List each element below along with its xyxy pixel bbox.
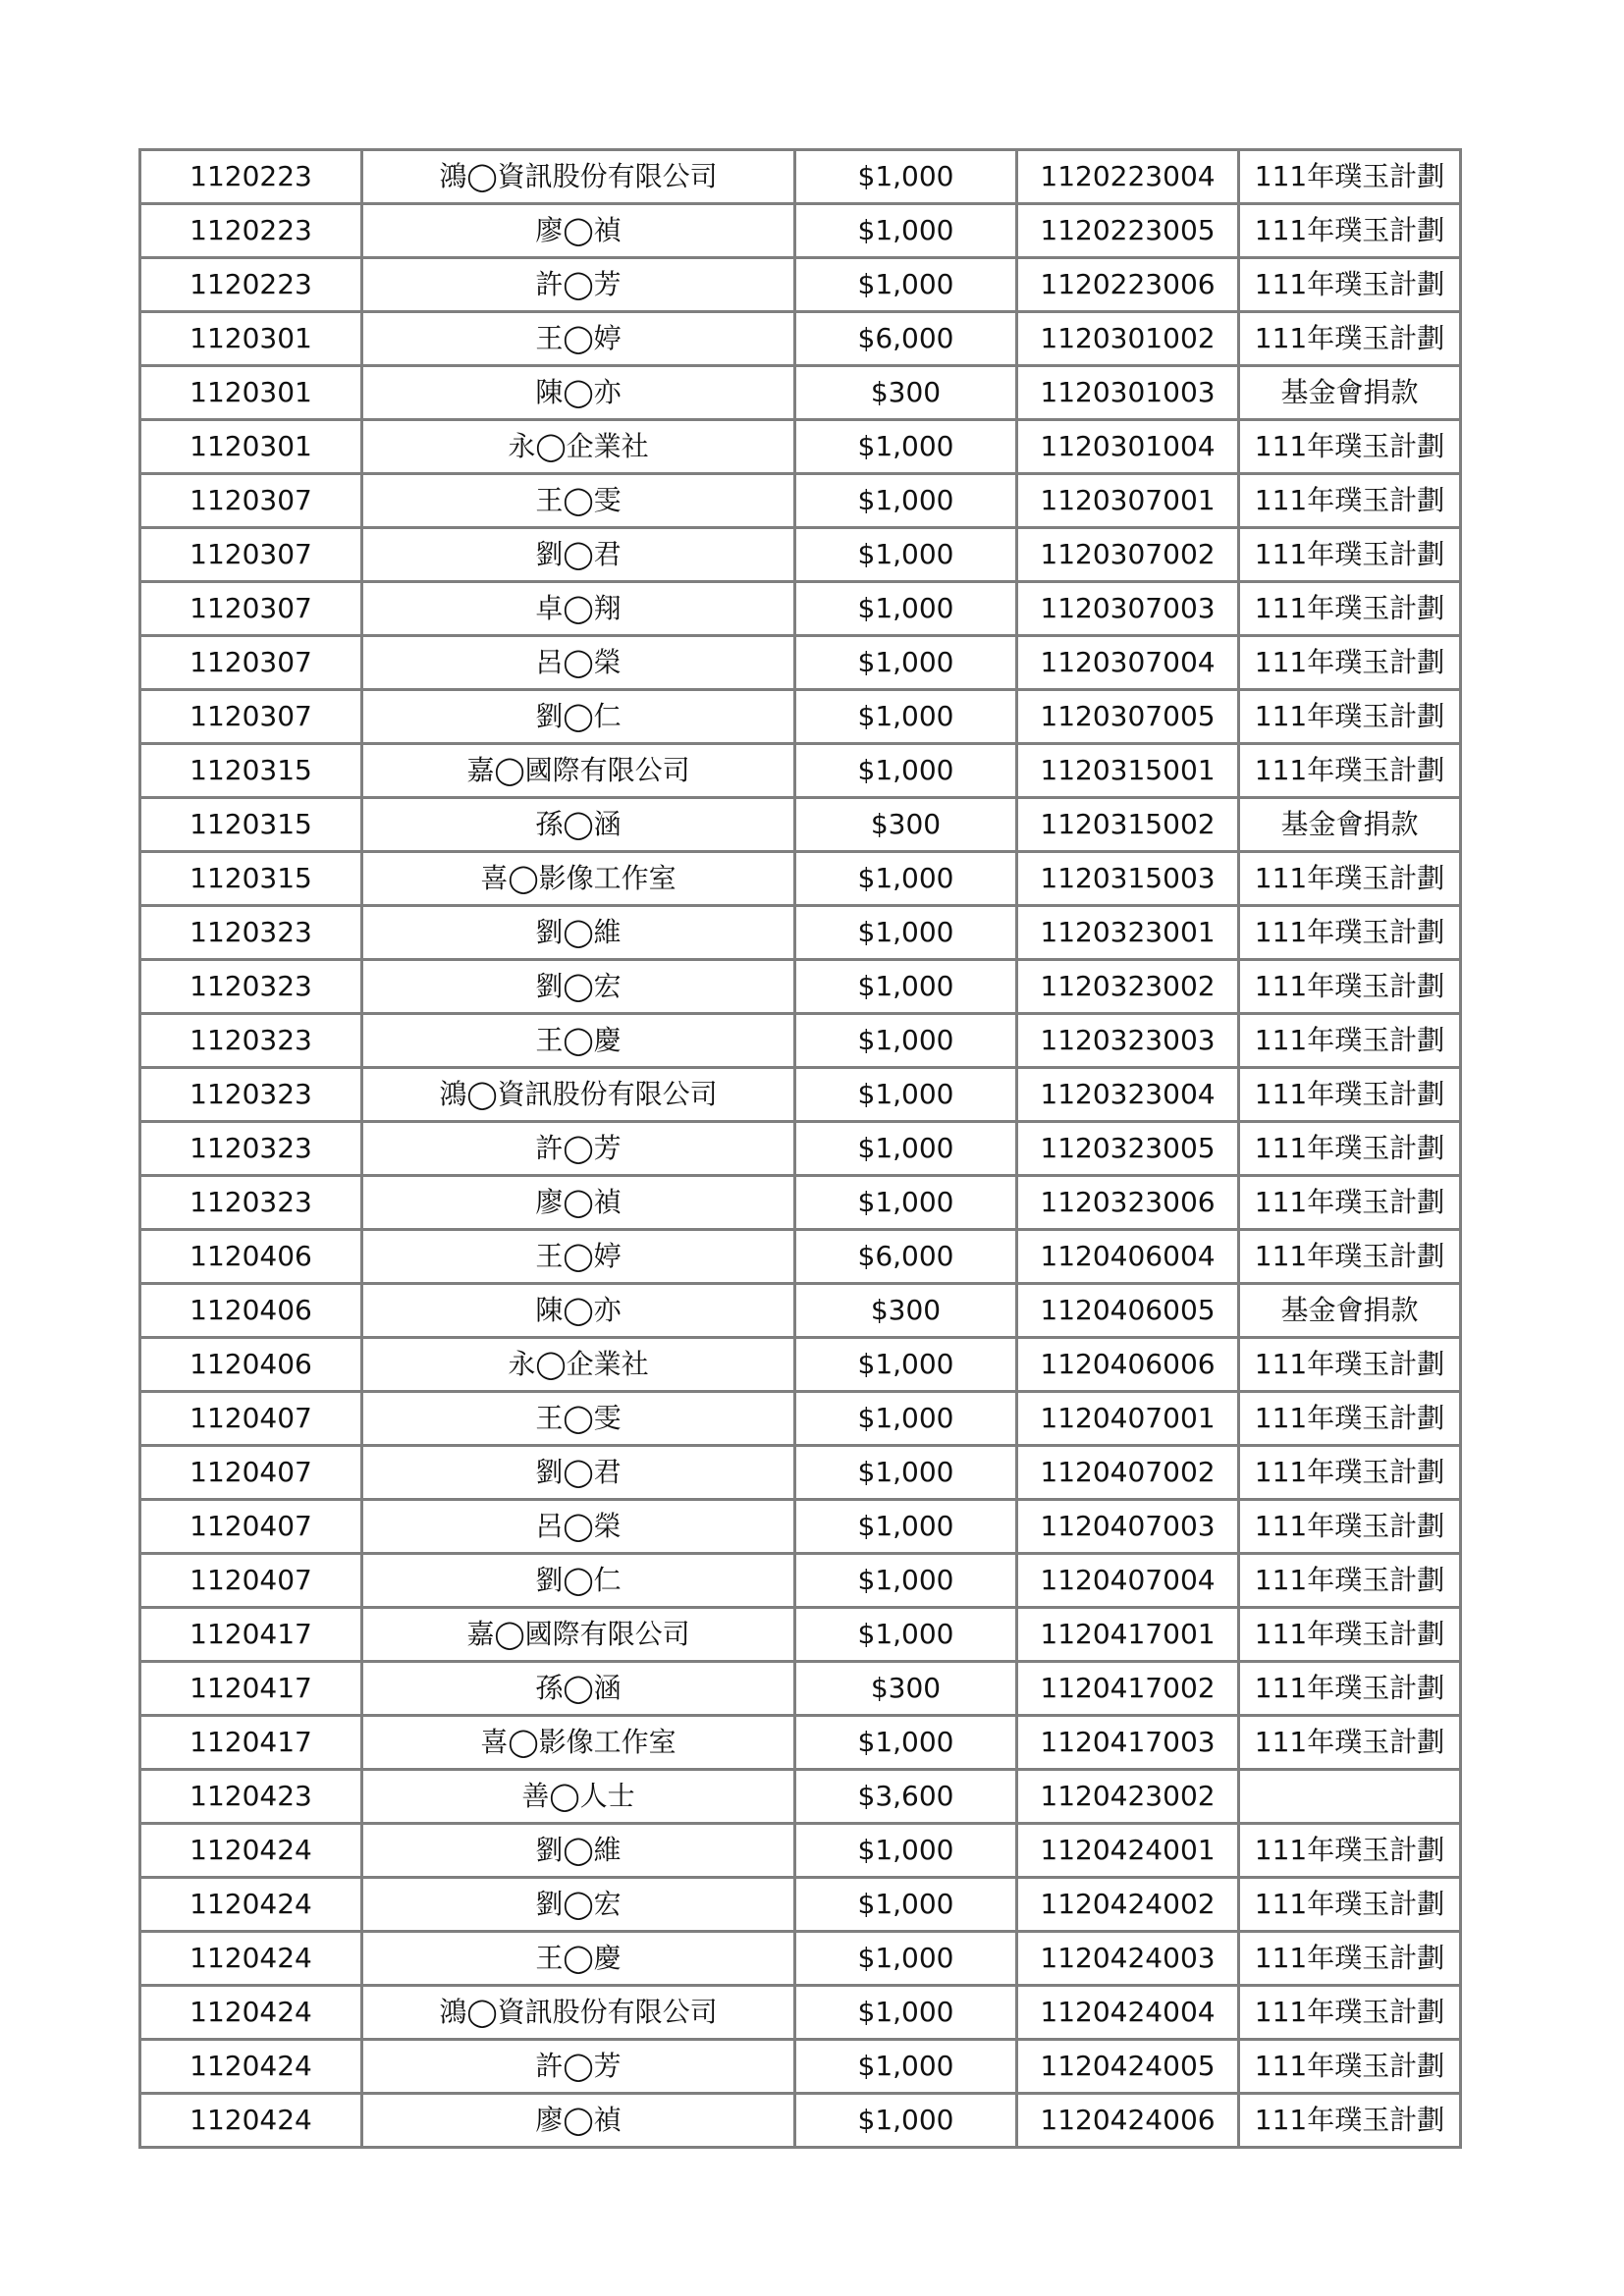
donation-amount-cell: $1,000 [795, 1014, 1017, 1068]
donor-name-cell: 嘉◯國際有限公司 [362, 1608, 795, 1662]
donor-name-cell: 陳◯亦 [362, 1284, 795, 1338]
table-row [140, 1230, 1461, 1284]
donation-purpose-cell: 基金會捐款 [1239, 1284, 1461, 1338]
receipt-number-cell: 1120323003 [1017, 1014, 1239, 1068]
donation-purpose-cell: 基金會捐款 [1239, 798, 1461, 852]
donation-amount-cell: $1,000 [795, 1878, 1017, 1932]
donation-table [138, 148, 1462, 2149]
donation-amount-cell: $1,000 [795, 1824, 1017, 1878]
donation-amount-cell: $1,000 [795, 1122, 1017, 1176]
receipt-number-cell: 1120323006 [1017, 1176, 1239, 1230]
donation-amount-cell: $1,000 [795, 744, 1017, 798]
donation-purpose-cell: 111年璞玉計劃 [1239, 528, 1461, 582]
table-row [140, 528, 1461, 582]
donation-purpose-cell: 111年璞玉計劃 [1239, 1338, 1461, 1392]
donation-amount-cell: $1,000 [795, 1392, 1017, 1446]
donation-date-cell: 1120223 [140, 150, 362, 204]
donation-date-cell: 1120424 [140, 2094, 362, 2148]
receipt-number-cell: 1120424003 [1017, 1932, 1239, 1986]
donor-name-cell: 許◯芳 [362, 258, 795, 312]
donor-name-cell: 許◯芳 [362, 2040, 795, 2094]
donation-amount-cell: $1,000 [795, 1176, 1017, 1230]
donor-name-cell: 永◯企業社 [362, 1338, 795, 1392]
table-row [140, 150, 1461, 204]
donation-date-cell: 1120323 [140, 1068, 362, 1122]
donation-amount-cell: $300 [795, 366, 1017, 420]
donor-name-cell: 劉◯仁 [362, 1554, 795, 1608]
table-row [140, 1068, 1461, 1122]
donation-date-cell: 1120407 [140, 1446, 362, 1500]
table-row [140, 1500, 1461, 1554]
donation-purpose-cell: 111年璞玉計劃 [1239, 1716, 1461, 1770]
table-row [140, 2040, 1461, 2094]
table-row [140, 1392, 1461, 1446]
table-row [140, 1824, 1461, 1878]
receipt-number-cell: 1120323002 [1017, 960, 1239, 1014]
table-row [140, 1662, 1461, 1716]
donation-purpose-cell: 111年璞玉計劃 [1239, 1014, 1461, 1068]
donation-amount-cell: $1,000 [795, 582, 1017, 636]
donation-purpose-cell: 111年璞玉計劃 [1239, 150, 1461, 204]
receipt-number-cell: 1120407004 [1017, 1554, 1239, 1608]
donation-amount-cell: $1,000 [795, 2094, 1017, 2148]
table-row [140, 582, 1461, 636]
donation-purpose-cell: 111年璞玉計劃 [1239, 204, 1461, 258]
donation-date-cell: 1120406 [140, 1230, 362, 1284]
donation-purpose-cell [1239, 1770, 1461, 1824]
receipt-number-cell: 1120406005 [1017, 1284, 1239, 1338]
donation-date-cell: 1120307 [140, 636, 362, 690]
donation-date-cell: 1120323 [140, 906, 362, 960]
receipt-number-cell: 1120407003 [1017, 1500, 1239, 1554]
table-row [140, 258, 1461, 312]
receipt-number-cell: 1120417001 [1017, 1608, 1239, 1662]
donor-name-cell: 廖◯禎 [362, 1176, 795, 1230]
table-row [140, 852, 1461, 906]
donation-amount-cell: $1,000 [795, 528, 1017, 582]
table-row [140, 1608, 1461, 1662]
donation-date-cell: 1120407 [140, 1554, 362, 1608]
table-row [140, 1878, 1461, 1932]
receipt-number-cell: 1120424006 [1017, 2094, 1239, 2148]
donor-name-cell: 孫◯涵 [362, 1662, 795, 1716]
donation-amount-cell: $1,000 [795, 1932, 1017, 1986]
table-row [140, 1284, 1461, 1338]
receipt-number-cell: 1120323004 [1017, 1068, 1239, 1122]
table-row [140, 204, 1461, 258]
receipt-number-cell: 1120323005 [1017, 1122, 1239, 1176]
table-row [140, 636, 1461, 690]
donation-date-cell: 1120307 [140, 690, 362, 744]
donor-name-cell: 嘉◯國際有限公司 [362, 744, 795, 798]
receipt-number-cell: 1120307003 [1017, 582, 1239, 636]
receipt-number-cell: 1120315001 [1017, 744, 1239, 798]
donation-amount-cell: $1,000 [795, 906, 1017, 960]
donation-amount-cell: $1,000 [795, 2040, 1017, 2094]
donation-date-cell: 1120307 [140, 528, 362, 582]
receipt-number-cell: 1120417003 [1017, 1716, 1239, 1770]
table-row [140, 744, 1461, 798]
receipt-number-cell: 1120307005 [1017, 690, 1239, 744]
donation-purpose-cell: 111年璞玉計劃 [1239, 636, 1461, 690]
donation-amount-cell: $1,000 [795, 636, 1017, 690]
donation-purpose-cell: 111年璞玉計劃 [1239, 258, 1461, 312]
donation-date-cell: 1120424 [140, 1986, 362, 2040]
donation-date-cell: 1120424 [140, 1932, 362, 1986]
donation-amount-cell: $1,000 [795, 1446, 1017, 1500]
donation-purpose-cell: 111年璞玉計劃 [1239, 1608, 1461, 1662]
receipt-number-cell: 1120301004 [1017, 420, 1239, 474]
donation-purpose-cell: 111年璞玉計劃 [1239, 1392, 1461, 1446]
donor-name-cell: 孫◯涵 [362, 798, 795, 852]
donation-date-cell: 1120307 [140, 474, 362, 528]
donation-date-cell: 1120407 [140, 1500, 362, 1554]
donation-date-cell: 1120315 [140, 852, 362, 906]
donation-purpose-cell: 111年璞玉計劃 [1239, 1500, 1461, 1554]
donor-name-cell: 鴻◯資訊股份有限公司 [362, 1068, 795, 1122]
donation-amount-cell: $6,000 [795, 312, 1017, 366]
donation-amount-cell: $1,000 [795, 1500, 1017, 1554]
donation-date-cell: 1120323 [140, 960, 362, 1014]
donor-name-cell: 呂◯榮 [362, 636, 795, 690]
donation-amount-cell: $1,000 [795, 1986, 1017, 2040]
donor-name-cell: 廖◯禎 [362, 204, 795, 258]
donation-purpose-cell: 111年璞玉計劃 [1239, 2040, 1461, 2094]
donation-date-cell: 1120323 [140, 1014, 362, 1068]
table-row [140, 1716, 1461, 1770]
donation-amount-cell: $1,000 [795, 852, 1017, 906]
donation-date-cell: 1120323 [140, 1122, 362, 1176]
donation-date-cell: 1120315 [140, 744, 362, 798]
receipt-number-cell: 1120423002 [1017, 1770, 1239, 1824]
donation-purpose-cell: 111年璞玉計劃 [1239, 1662, 1461, 1716]
donation-purpose-cell: 111年璞玉計劃 [1239, 1122, 1461, 1176]
donation-date-cell: 1120424 [140, 1824, 362, 1878]
receipt-number-cell: 1120223006 [1017, 258, 1239, 312]
donation-amount-cell: $1,000 [795, 690, 1017, 744]
receipt-number-cell: 1120417002 [1017, 1662, 1239, 1716]
donor-name-cell: 王◯雯 [362, 1392, 795, 1446]
donor-name-cell: 永◯企業社 [362, 420, 795, 474]
donor-name-cell: 劉◯維 [362, 1824, 795, 1878]
donor-name-cell: 喜◯影像工作室 [362, 1716, 795, 1770]
table-row [140, 1176, 1461, 1230]
donation-table-body [140, 150, 1461, 2148]
donation-amount-cell: $1,000 [795, 1554, 1017, 1608]
donation-purpose-cell: 111年璞玉計劃 [1239, 420, 1461, 474]
table-row [140, 798, 1461, 852]
donation-date-cell: 1120417 [140, 1608, 362, 1662]
donor-name-cell: 劉◯君 [362, 1446, 795, 1500]
donor-name-cell: 劉◯宏 [362, 960, 795, 1014]
receipt-number-cell: 1120301003 [1017, 366, 1239, 420]
donation-date-cell: 1120417 [140, 1662, 362, 1716]
donation-amount-cell: $1,000 [795, 1608, 1017, 1662]
donor-name-cell: 王◯慶 [362, 1014, 795, 1068]
table-row [140, 474, 1461, 528]
receipt-number-cell: 1120307004 [1017, 636, 1239, 690]
donation-purpose-cell: 111年璞玉計劃 [1239, 852, 1461, 906]
donation-purpose-cell: 111年璞玉計劃 [1239, 312, 1461, 366]
table-row [140, 960, 1461, 1014]
donor-name-cell: 呂◯榮 [362, 1500, 795, 1554]
donation-date-cell: 1120315 [140, 798, 362, 852]
donation-date-cell: 1120223 [140, 204, 362, 258]
table-row [140, 1338, 1461, 1392]
donation-date-cell: 1120423 [140, 1770, 362, 1824]
table-row [140, 2094, 1461, 2148]
table-row [140, 1122, 1461, 1176]
donation-date-cell: 1120406 [140, 1284, 362, 1338]
donation-purpose-cell: 111年璞玉計劃 [1239, 1446, 1461, 1500]
table-row [140, 420, 1461, 474]
donation-purpose-cell: 111年璞玉計劃 [1239, 744, 1461, 798]
donation-purpose-cell: 111年璞玉計劃 [1239, 2094, 1461, 2148]
donation-date-cell: 1120424 [140, 1878, 362, 1932]
donor-name-cell: 王◯婷 [362, 312, 795, 366]
donation-purpose-cell: 111年璞玉計劃 [1239, 474, 1461, 528]
donation-purpose-cell: 111年璞玉計劃 [1239, 1230, 1461, 1284]
donation-date-cell: 1120301 [140, 366, 362, 420]
receipt-number-cell: 1120301002 [1017, 312, 1239, 366]
donor-name-cell: 王◯慶 [362, 1932, 795, 1986]
donor-name-cell: 鴻◯資訊股份有限公司 [362, 150, 795, 204]
donation-amount-cell: $1,000 [795, 258, 1017, 312]
receipt-number-cell: 1120315002 [1017, 798, 1239, 852]
donor-name-cell: 善◯人士 [362, 1770, 795, 1824]
donation-date-cell: 1120417 [140, 1716, 362, 1770]
table-row [140, 1446, 1461, 1500]
donor-name-cell: 劉◯宏 [362, 1878, 795, 1932]
receipt-number-cell: 1120406004 [1017, 1230, 1239, 1284]
receipt-number-cell: 1120424004 [1017, 1986, 1239, 2040]
donation-purpose-cell: 111年璞玉計劃 [1239, 1176, 1461, 1230]
receipt-number-cell: 1120424002 [1017, 1878, 1239, 1932]
table-row [140, 1014, 1461, 1068]
receipt-number-cell: 1120307002 [1017, 528, 1239, 582]
donor-name-cell: 許◯芳 [362, 1122, 795, 1176]
donor-name-cell: 王◯婷 [362, 1230, 795, 1284]
donation-purpose-cell: 基金會捐款 [1239, 366, 1461, 420]
receipt-number-cell: 1120307001 [1017, 474, 1239, 528]
donation-amount-cell: $300 [795, 798, 1017, 852]
donation-date-cell: 1120323 [140, 1176, 362, 1230]
donor-name-cell: 卓◯翔 [362, 582, 795, 636]
receipt-number-cell: 1120223004 [1017, 150, 1239, 204]
donation-purpose-cell: 111年璞玉計劃 [1239, 906, 1461, 960]
donation-purpose-cell: 111年璞玉計劃 [1239, 1986, 1461, 2040]
donation-amount-cell: $1,000 [795, 474, 1017, 528]
donation-date-cell: 1120223 [140, 258, 362, 312]
table-row [140, 1986, 1461, 2040]
donation-purpose-cell: 111年璞玉計劃 [1239, 582, 1461, 636]
receipt-number-cell: 1120424005 [1017, 2040, 1239, 2094]
donor-name-cell: 劉◯君 [362, 528, 795, 582]
donation-purpose-cell: 111年璞玉計劃 [1239, 960, 1461, 1014]
table-row [140, 906, 1461, 960]
donor-name-cell: 廖◯禎 [362, 2094, 795, 2148]
receipt-number-cell: 1120315003 [1017, 852, 1239, 906]
table-row [140, 1554, 1461, 1608]
donation-date-cell: 1120301 [140, 312, 362, 366]
donation-amount-cell: $6,000 [795, 1230, 1017, 1284]
donation-purpose-cell: 111年璞玉計劃 [1239, 1068, 1461, 1122]
donation-purpose-cell: 111年璞玉計劃 [1239, 1878, 1461, 1932]
donation-purpose-cell: 111年璞玉計劃 [1239, 1554, 1461, 1608]
donor-name-cell: 陳◯亦 [362, 366, 795, 420]
table-row [140, 1932, 1461, 1986]
receipt-number-cell: 1120323001 [1017, 906, 1239, 960]
donor-name-cell: 王◯雯 [362, 474, 795, 528]
receipt-number-cell: 1120424001 [1017, 1824, 1239, 1878]
donation-amount-cell: $1,000 [795, 1716, 1017, 1770]
receipt-number-cell: 1120407002 [1017, 1446, 1239, 1500]
donation-amount-cell: $1,000 [795, 150, 1017, 204]
donation-amount-cell: $300 [795, 1662, 1017, 1716]
table-row [140, 366, 1461, 420]
donor-name-cell: 喜◯影像工作室 [362, 852, 795, 906]
donation-amount-cell: $1,000 [795, 1338, 1017, 1392]
table-row [140, 1770, 1461, 1824]
table-row [140, 690, 1461, 744]
donation-date-cell: 1120301 [140, 420, 362, 474]
donation-date-cell: 1120407 [140, 1392, 362, 1446]
donation-amount-cell: $1,000 [795, 960, 1017, 1014]
donation-amount-cell: $1,000 [795, 420, 1017, 474]
receipt-number-cell: 1120407001 [1017, 1392, 1239, 1446]
table-row [140, 312, 1461, 366]
donor-name-cell: 鴻◯資訊股份有限公司 [362, 1986, 795, 2040]
donation-date-cell: 1120307 [140, 582, 362, 636]
donation-amount-cell: $1,000 [795, 1068, 1017, 1122]
donor-name-cell: 劉◯仁 [362, 690, 795, 744]
donation-purpose-cell: 111年璞玉計劃 [1239, 1932, 1461, 1986]
donation-amount-cell: $300 [795, 1284, 1017, 1338]
donation-purpose-cell: 111年璞玉計劃 [1239, 690, 1461, 744]
donation-date-cell: 1120406 [140, 1338, 362, 1392]
donation-amount-cell: $3,600 [795, 1770, 1017, 1824]
donation-purpose-cell: 111年璞玉計劃 [1239, 1824, 1461, 1878]
receipt-number-cell: 1120223005 [1017, 204, 1239, 258]
donation-date-cell: 1120424 [140, 2040, 362, 2094]
donor-name-cell: 劉◯維 [362, 906, 795, 960]
receipt-number-cell: 1120406006 [1017, 1338, 1239, 1392]
donation-amount-cell: $1,000 [795, 204, 1017, 258]
